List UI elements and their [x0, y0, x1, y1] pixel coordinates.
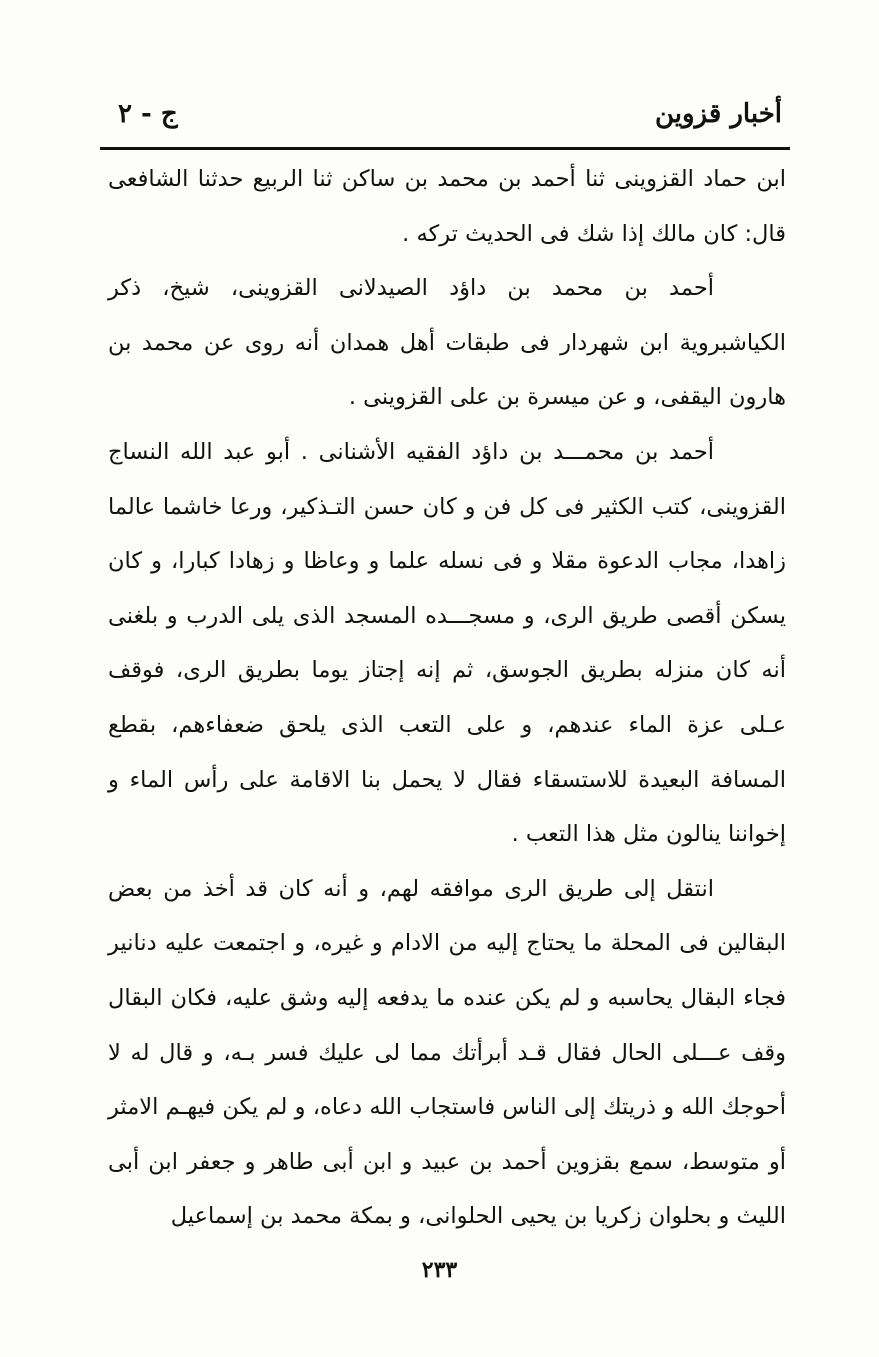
header-divider	[100, 147, 790, 150]
paragraph-continued: ابن حماد القزوينى ثنا أحمد بن محمد بن ساكن ثنا الربيع حدثنا الشافعى قال: كان مالك إذا شك فى الحديث تركه .	[108, 166, 786, 247]
book-title: أخبار قزوين	[654, 99, 782, 129]
paragraph: أحمد بن محمد بن داؤد الصيدلانى القزوينى، شيخ، ذكر الكياشبروية ابن شهردار فى طبقات أهل همدان أنه روى عن محمد بن هارون اليقفى، و عن ميسرة بن على القزوينى .	[108, 275, 786, 411]
paragraph: أحمد بن محمـــد بن داؤد الفقيه الأشنانى . أبو عبد الله النساج القزوينى، كتب الكثير فى كل فن و كان حسن التـذكير، ورعا خاشما عالما زاهدا، مجاب الدعوة مقلا و فى نسله علما و وعاظا و زهادا كبارا، و كان يسكن أقصى طريق الرى، و مسجـــده المسجد الذى يلى الدرب و بلغنى أنه كان منزله بطريق الجوسق، ثم إنه إجتاز يوما بطريق الرى، فوقف عـلى عزة الماء عندهم، و على التعب الذى يلحق ضعفاءهم، بقطع المسافة البعيدة للاستسقاء فقال لا يحمل بنا الاقامة على رأس الماء و إخواننا ينالون مثل هذا التعب .	[108, 438, 786, 848]
paragraph: انتقل إلى طريق الرى موافقه لهم، و أنه كان قد أخذ من بعض البقالين فى المحلة ما يحتاج إليه من الادام و غيره، و اجتمعت عليه دنانير فجاء البقال يحاسبه و لم يكن عنده ما يدفعه إليه وشق عليه، فكان البقال وقف عـــلى الحال فقال قـد أبرأتك مما لى عليك فسر بـه، و قال له لا أحوجك الله و ذريتك إلى الناس فاستجاب الله دعاه، و لم يكن فيهـم الامثر أو متوسط، سمع بقزوين أحمد بن عبيد و ابن أبى طاهر و جعفر ابن أبى الليث و بحلوان زكريا بن يحيى الحلوانى، و بمكة محمد بن إسماعيل	[108, 875, 786, 1230]
running-header	[100, 88, 790, 140]
page-body	[108, 152, 786, 1244]
page-number: ٢٣٣	[421, 1257, 458, 1283]
volume-number: ج - ٢	[118, 99, 178, 129]
